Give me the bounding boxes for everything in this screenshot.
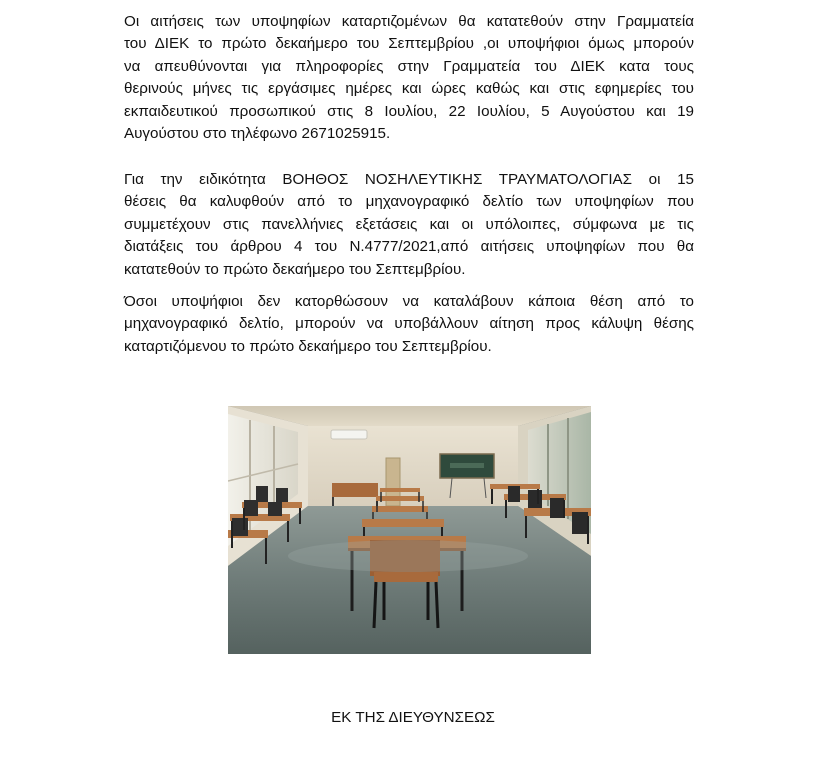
paragraph-applications <box>124 11 694 145</box>
text-line: Αυγούστου στο τηλέφωνο 2671025915. <box>124 125 391 143</box>
text-line: συμμετέχουν στις πανελλήνιες εξετάσεις και οι υπόλοιπες, σύμφωνα με τις <box>124 215 694 233</box>
signature-line: ΕΚ ΤΗΣ ΔΙΕΥΘΥΝΣΕΩΣ <box>331 709 495 726</box>
text-line: θερινούς μήνες τις εργάσιμες ημέρες και ώρες καθώς και στις εφημερίες του <box>124 80 694 98</box>
paragraph-remaining-candidates <box>124 291 694 358</box>
text-line: καταρτιζόμενου το πρώτο δεκαήμερο του Σεπτεμβρίου. <box>124 337 492 355</box>
text-line: Για την ειδικότητα ΒΟΗΘΟΣ ΝΟΣΗΛΕΥΤΙΚΗΣ ΤΡΑΥΜΑΤΟΛΟΓΙΑΣ οι 15 <box>124 171 694 188</box>
text-line: θέσεις θα καλυφθούν από το μηχανογραφικό δελτίο των υποψηφίων που <box>124 193 694 211</box>
paragraph-specialty <box>124 169 694 281</box>
text-line: Οι αιτήσεις των υποψηφίων καταρτιζομένων θα κατατεθούν στην Γραμματεία <box>124 13 694 30</box>
classroom-photo <box>228 406 591 654</box>
text-line: να απευθύνονται για πληροφορίες στην Γραμματεία του ΔΙΕΚ κατα τους <box>124 57 694 75</box>
text-line: εκπαιδευτικού προσωπικού στις 8 Ιουλίου, 22 Ιουλίου, 5 Αυγούστου και 19 <box>124 102 694 120</box>
text-line: διατάξεις του άρθρου 4 του Ν.4777/2021,από αιτήσεις υποψηφίων που θα <box>124 238 694 256</box>
text-line: κατατεθούν το πρώτο δεκαήμερο του Σεπτεμβρίου. <box>124 260 466 278</box>
text-line: μηχανογραφικό δελτίο, μπορούν να υποβάλλουν αίτηση προς κάλυψη θέσης <box>124 315 694 333</box>
text-line: του ΔΙΕΚ το πρώτο δεκαήμερο του Σεπτεμβρίου ,οι υποψήφιοι όμως μπορούν <box>124 35 694 53</box>
text-line: Όσοι υποψήφιοι δεν κατορθώσουν να καταλάβουν κάποια θέση από το <box>124 293 694 310</box>
